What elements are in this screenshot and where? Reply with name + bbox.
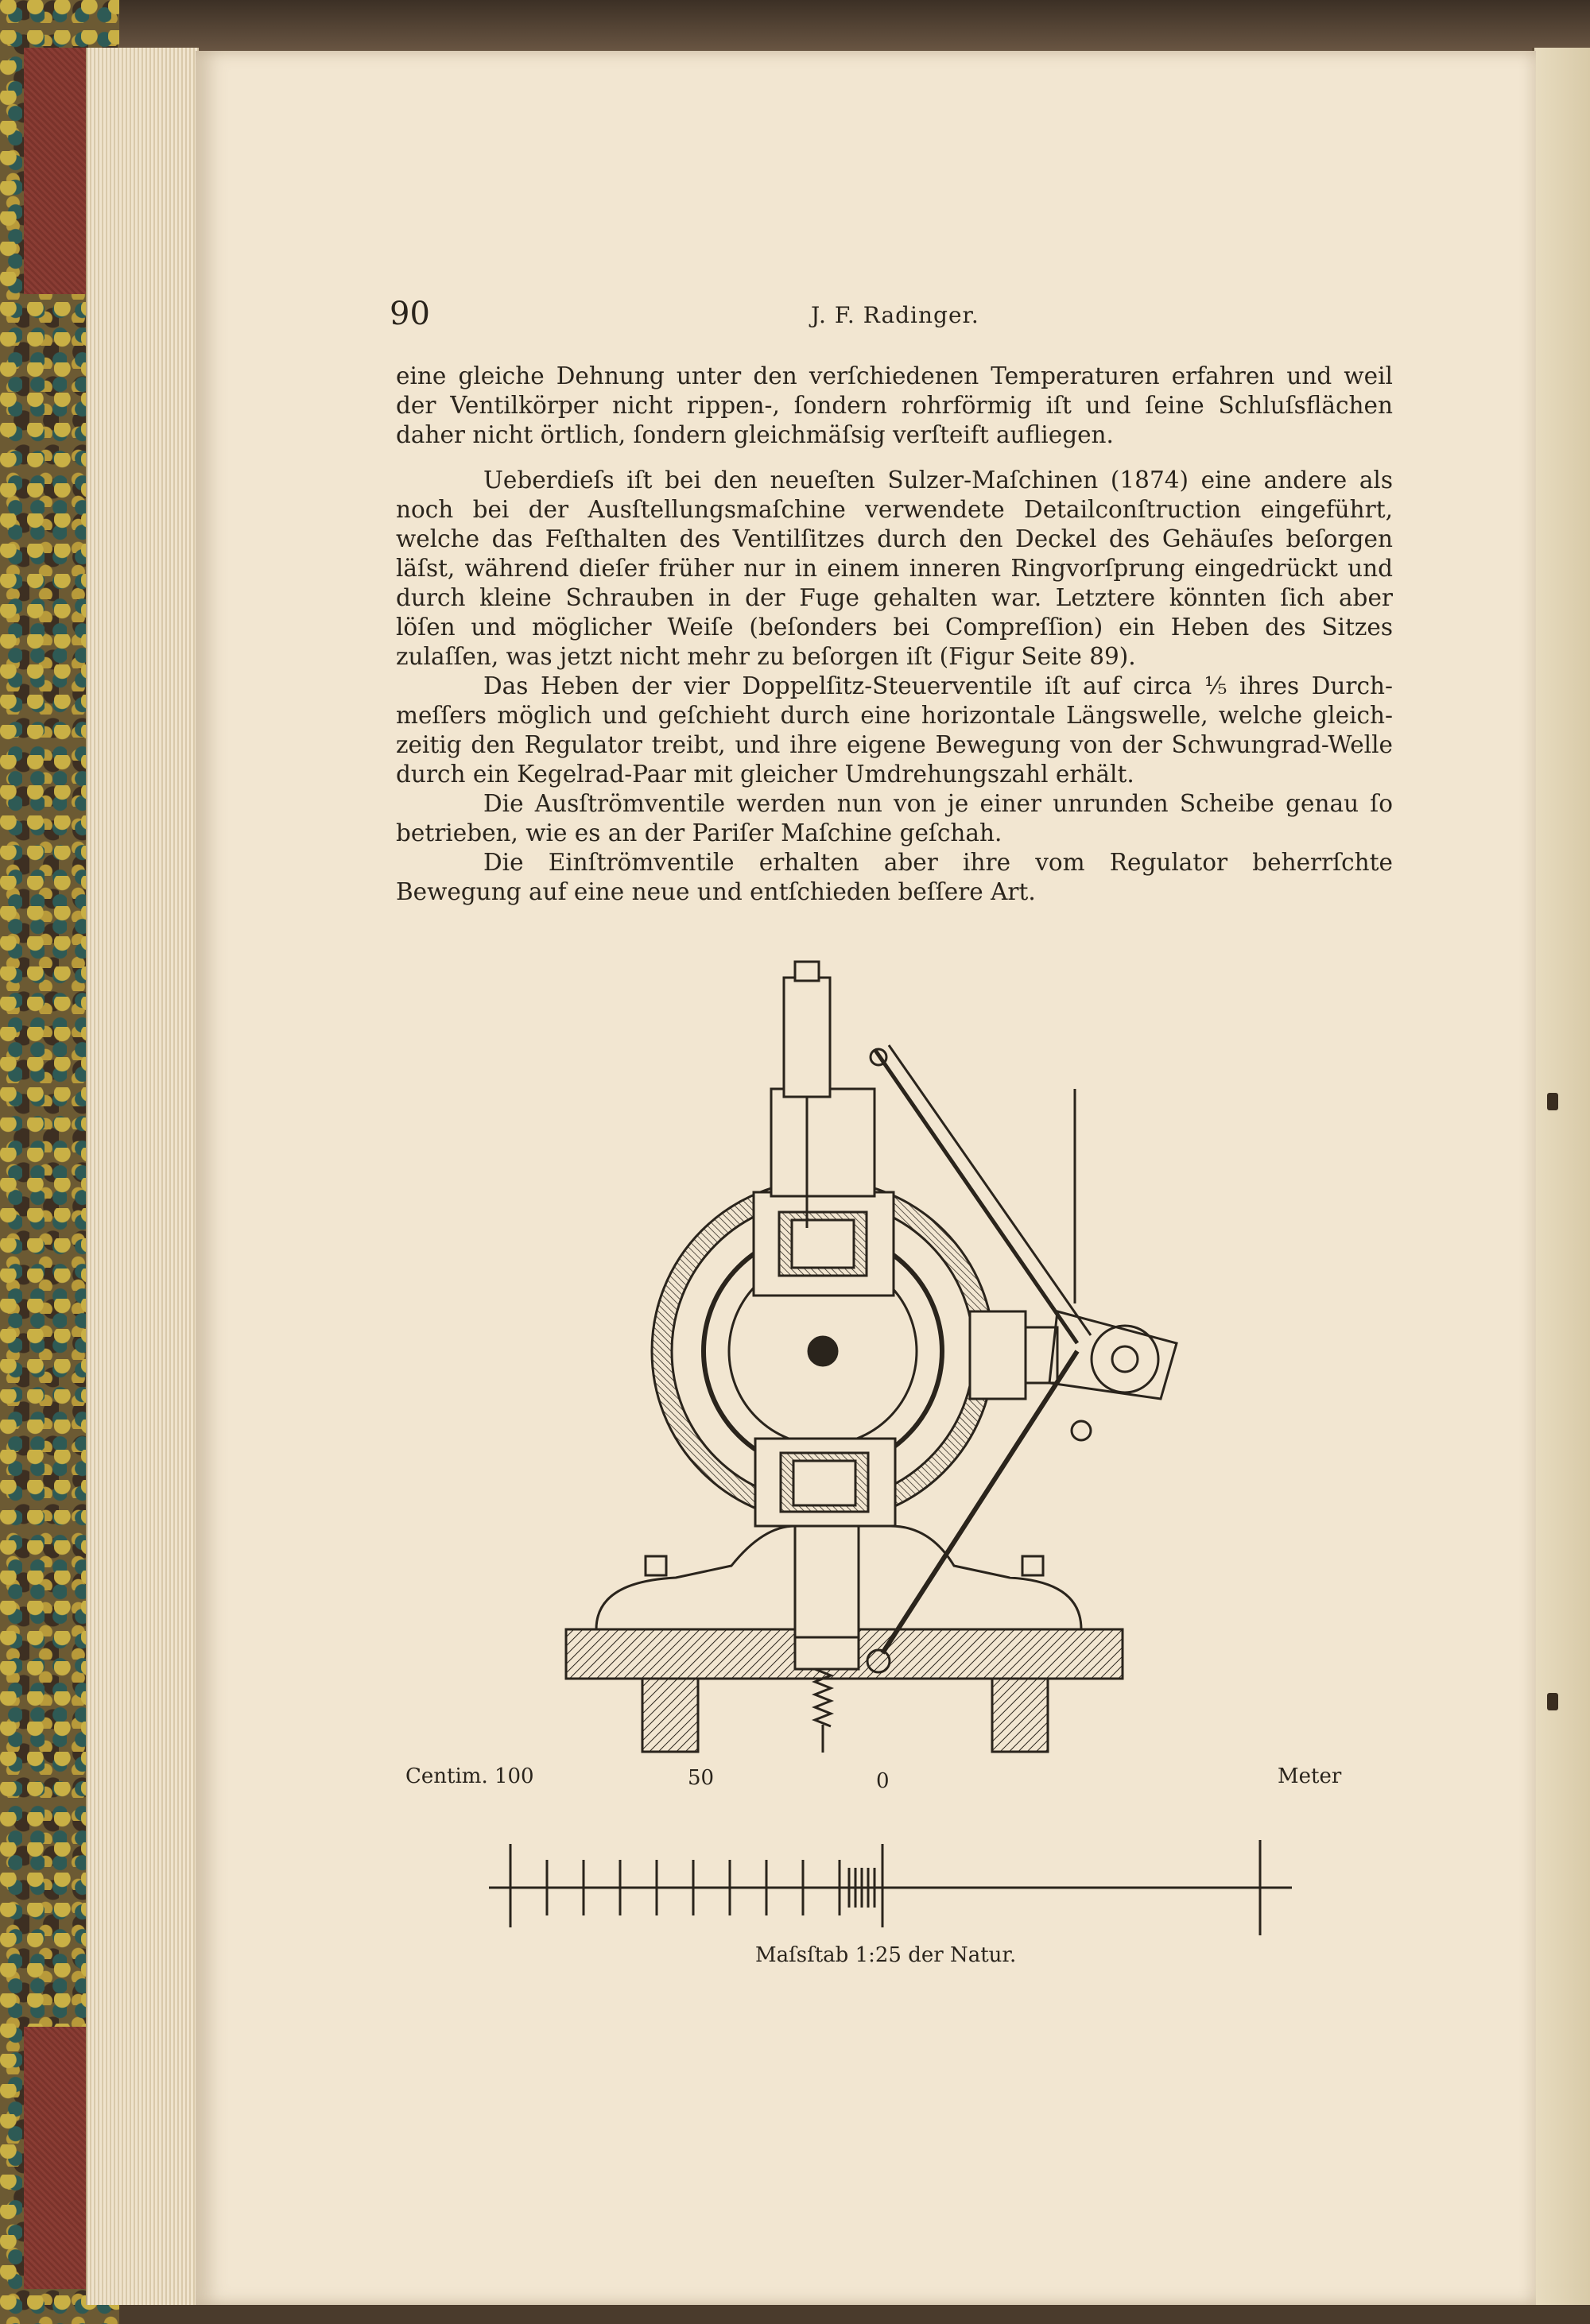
page-header (390, 296, 1395, 335)
text-line: meſſers möglich und geſchieht durch eine horizontale Längswelle, welche gleich- (396, 702, 1393, 729)
text-line: noch bei der Ausſtellungsmaſchine verwendete Detailconſtruction eingeführt, (396, 496, 1393, 523)
text-line: Ueberdieſs iſt bei den neueſten Sulzer-Maſchinen (1874) eine andere als (483, 467, 1393, 494)
paragraph (396, 466, 1393, 672)
text-line: daher nicht örtlich, ſondern gleichmäſsig verſteift aufliegen. (396, 421, 1114, 448)
text-line: betrieben, wie es an der Pariſer Maſchine geſchah. (396, 819, 1002, 846)
page-marker-icon (1547, 1693, 1558, 1710)
text-line: Das Heben der vier Doppelſitz-Steuerventile iſt auf circa ⅕ ihres Durch- (483, 672, 1393, 699)
text-line: löſen und möglicher Weiſe (beſonders bei Compreſſion) ein Heben des Sitzes (396, 614, 1393, 641)
scale-label-mid: 50 (688, 1766, 715, 1790)
scale-caption: Maſsſtab 1:25 der Natur. (755, 1943, 1017, 1967)
next-page-edge (1532, 48, 1590, 2305)
scale-bar (390, 1764, 1344, 1971)
paragraph (396, 672, 1393, 789)
text-line: Die Einſtrömventile erhalten aber ihre vom Regulator beherrſchte (483, 849, 1393, 876)
page-number: 90 (390, 296, 430, 332)
paragraph (396, 362, 1393, 450)
text-line: durch kleine Schrauben in der Fuge gehalten war. Letztere könnten ſich aber (396, 584, 1393, 611)
text-line: durch ein Kegelrad-Paar mit gleicher Umdrehungszahl erhält. (396, 761, 1134, 788)
scale-label-left: Centim. 100 (405, 1764, 534, 1788)
text-line: eine gleiche Dehnung unter den verſchiedenen Temperaturen erfahren und weil (396, 362, 1393, 389)
paragraph (396, 789, 1393, 848)
text-line: läſst, während dieſer früher nur in einem inneren Ringvorſprung eingedrückt und (396, 555, 1393, 582)
running-head: J. F. Radinger. (811, 302, 979, 328)
text-line: zulaſſen, was jetzt nicht mehr zu beſorgen iſt (Figur Seite 89). (396, 643, 1136, 670)
text-line: der Ventilkörper nicht rippen-, ſondern rohrförmig iſt und ſeine Schluſsflächen (396, 392, 1393, 419)
text-line: zeitig den Regulator treibt, und ihre eigene Bewegung von der Schwungrad-Welle (396, 731, 1393, 758)
page-edges (86, 48, 199, 2305)
valve-gear-illustration (556, 954, 1232, 1780)
scale-label-right: Meter (1278, 1764, 1342, 1788)
page-marker-icon (1547, 1093, 1558, 1110)
scale-label-zero: 0 (876, 1769, 890, 1793)
body-text (396, 362, 1393, 907)
text-line: Die Ausſtrömventile werden nun von je einer unrunden Scheibe genau ſo (483, 790, 1393, 817)
book-top-shadow (0, 0, 1590, 52)
text-line: welche das Feſthalten des Ventilſitzes durch den Deckel des Gehäuſes beſorgen (396, 525, 1393, 552)
text-line: Bewegung auf eine neue und entſchieden beſſere Art. (396, 878, 1036, 905)
paragraph (396, 848, 1393, 907)
